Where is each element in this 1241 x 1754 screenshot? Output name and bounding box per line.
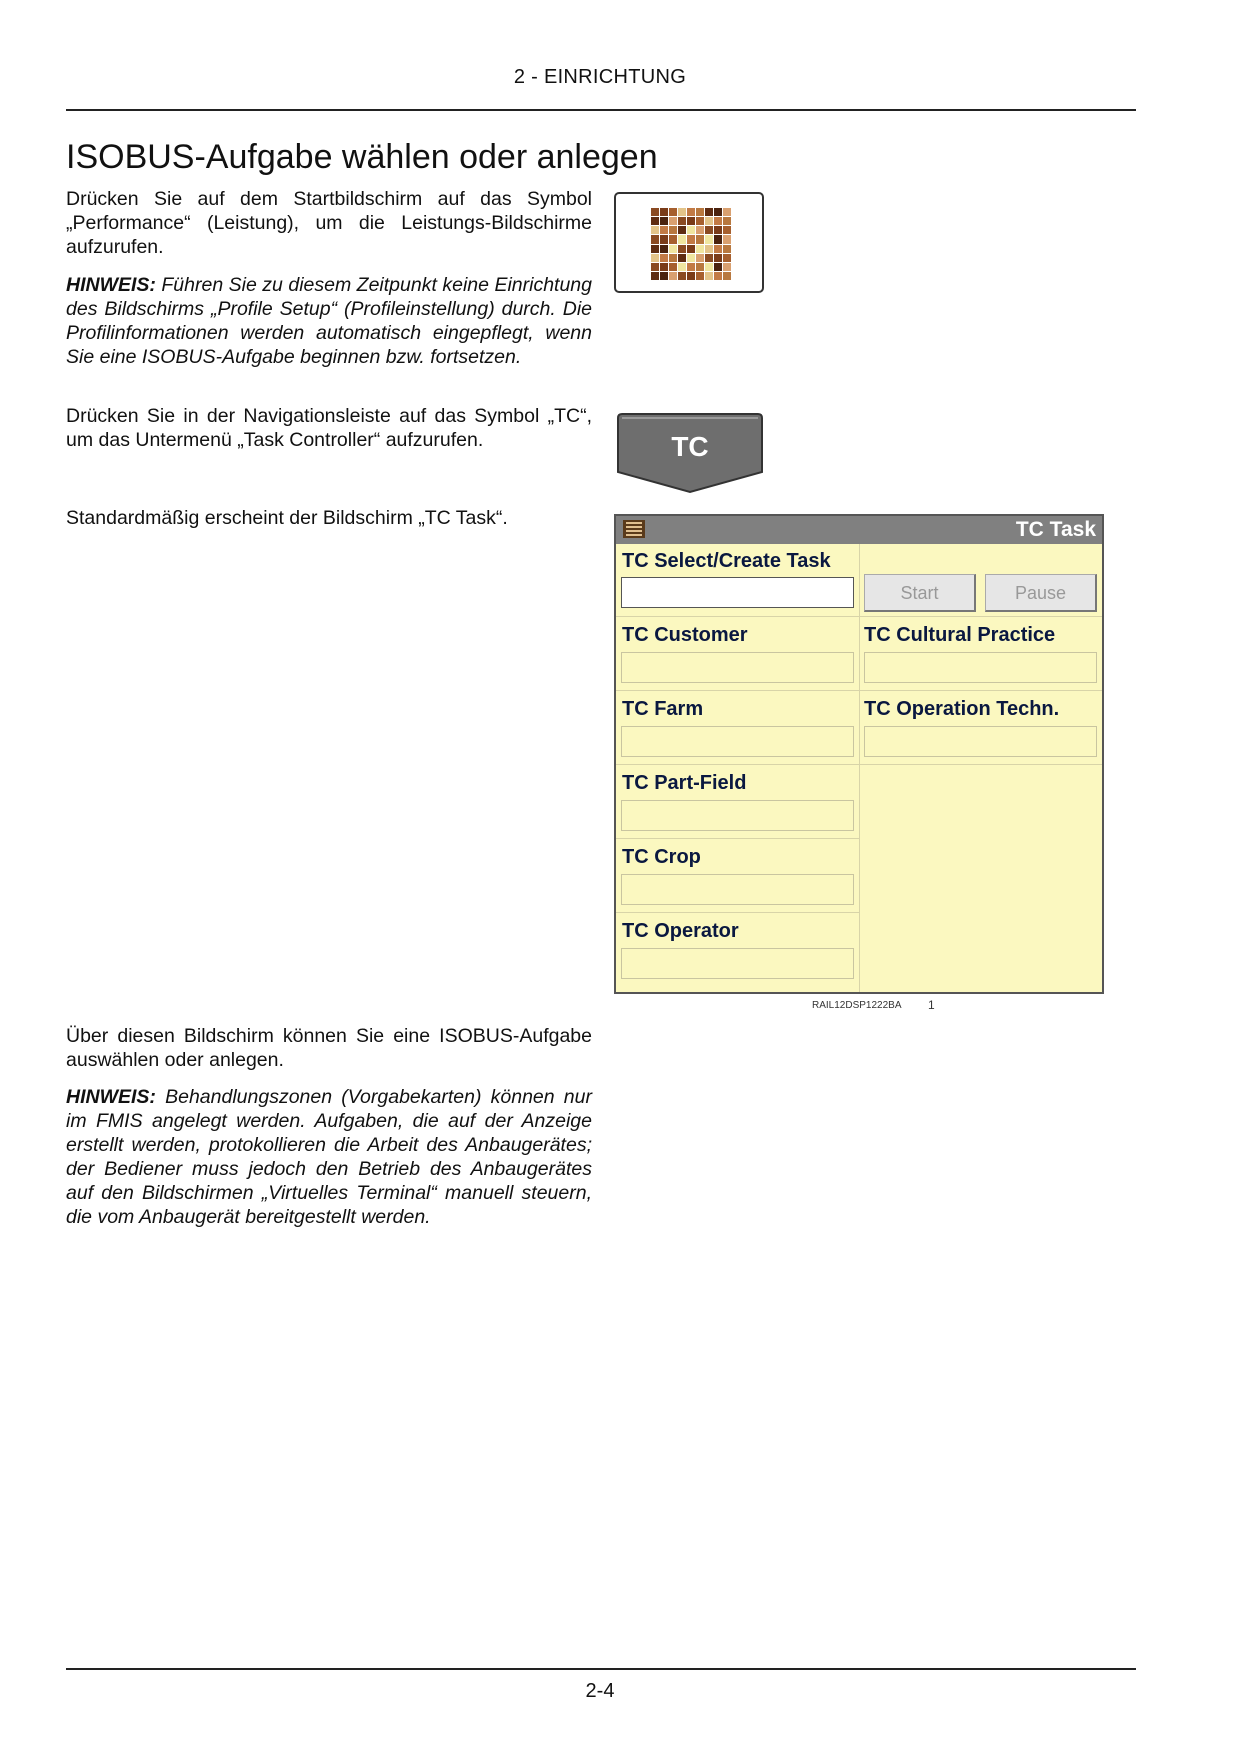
performance-icon-cell <box>660 208 668 216</box>
row-divider <box>616 764 1102 765</box>
performance-icon <box>651 208 731 280</box>
performance-icon-cell <box>651 263 659 271</box>
performance-icon-cell <box>687 263 695 271</box>
performance-icon-cell <box>705 245 713 253</box>
performance-icon-cell <box>696 254 704 262</box>
performance-icon-cell <box>723 254 731 262</box>
performance-icon-cell <box>696 272 704 280</box>
customer-label: TC Customer <box>622 624 748 646</box>
tc-nav-button[interactable] <box>614 412 766 494</box>
performance-icon-cell <box>714 254 722 262</box>
performance-icon-cell <box>651 235 659 243</box>
tc-task-panel <box>614 514 1104 994</box>
performance-icon-cell <box>651 272 659 280</box>
note-text: Führen Sie zu diesem Zeitpunkt keine Einrichtung des Bildschirms „Profile Setup“ (Profileinstellung) durch. Die Profilinformationen werden automatisch eingepflegt, wenn Sie eine ISOBUS-Aufgabe beginnen bzw. fortsetzen. <box>66 274 592 368</box>
performance-icon-cell <box>687 208 695 216</box>
performance-icon-cell <box>669 263 677 271</box>
page-number: 2-4 <box>585 1680 615 1702</box>
performance-icon-cell <box>723 245 731 253</box>
performance-icon-cell <box>687 226 695 234</box>
performance-icon-cell <box>678 263 686 271</box>
performance-icon-cell <box>714 272 722 280</box>
cultural-practice-label: TC Cultural Practice <box>864 624 1056 646</box>
performance-icon-cell <box>687 235 695 243</box>
performance-icon-cell <box>723 235 731 243</box>
performance-icon-cell <box>714 245 722 253</box>
performance-icon-cell <box>687 217 695 225</box>
farm-label: TC Farm <box>622 698 704 720</box>
performance-icon-cell <box>669 208 677 216</box>
performance-icon-cell <box>705 217 713 225</box>
row-divider <box>616 616 1102 617</box>
performance-icon-cell <box>660 263 668 271</box>
performance-icon-cell <box>660 226 668 234</box>
cultural-practice-field[interactable] <box>864 652 1097 683</box>
figure-code: RAIL12DSP1222BA <box>812 1000 902 1011</box>
performance-icon-cell <box>660 272 668 280</box>
select-task-label: TC Select/Create Task <box>622 550 831 572</box>
panel-title: TC Task <box>1015 518 1096 541</box>
performance-icon-cell <box>660 245 668 253</box>
performance-icon-cell <box>669 235 677 243</box>
performance-icon-cell <box>696 245 704 253</box>
tc-button-label: TC <box>671 431 709 462</box>
part-field-field[interactable] <box>621 800 854 831</box>
operation-techn-label: TC Operation Techn. <box>864 698 1060 720</box>
panel-title-bar <box>616 516 1102 544</box>
performance-icon-cell <box>714 263 722 271</box>
operator-label: TC Operator <box>622 920 739 942</box>
start-button[interactable]: Start <box>864 574 976 612</box>
performance-icon-cell <box>669 226 677 234</box>
performance-icon-cell <box>669 217 677 225</box>
performance-icon-cell <box>714 226 722 234</box>
note-label: HINWEIS: <box>66 1086 156 1108</box>
part-field-label: TC Part-Field <box>622 772 747 794</box>
page-title: ISOBUS-Aufgabe wählen oder anlegen <box>66 138 658 176</box>
section-header: 2 - EINRICHTUNG <box>513 66 687 88</box>
operator-field[interactable] <box>621 948 854 979</box>
performance-icon-cell <box>696 226 704 234</box>
performance-icon-cell <box>669 254 677 262</box>
performance-icon-cell <box>705 235 713 243</box>
note-treatment-zones <box>66 1085 592 1229</box>
performance-icon-cell <box>714 235 722 243</box>
performance-icon-cell <box>723 263 731 271</box>
crop-label: TC Crop <box>622 846 701 868</box>
performance-icon-cell <box>660 217 668 225</box>
performance-icon-cell <box>705 208 713 216</box>
note-profile-setup <box>66 273 592 369</box>
performance-icon-cell <box>687 272 695 280</box>
performance-icon-cell <box>660 254 668 262</box>
performance-icon-cell <box>678 217 686 225</box>
paragraph-select-create: Über diesen Bildschirm können Sie eine ISOBUS-Aufgabe auswählen oder anlegen. <box>66 1025 592 1071</box>
performance-icon-cell <box>651 226 659 234</box>
row-divider <box>616 912 859 913</box>
row-divider <box>616 690 1102 691</box>
performance-icon-cell <box>723 226 731 234</box>
note-text: Behandlungszonen (Vorgabekarten) können nur im FMIS angelegt werden. Aufgaben, die auf der Anzeige erstellt werden, protokollieren die Arbeit des Anbaugerätes; der Bediener muss jedoch den Betrieb des Anbaugerätes auf den Bildschirmen „Virtuelles Terminal“ manuell steuern, die vom Anbaugerät bereitgestellt werden. <box>66 1086 592 1228</box>
performance-icon-cell <box>714 208 722 216</box>
performance-icon-cell <box>651 208 659 216</box>
performance-icon-cell <box>723 272 731 280</box>
pause-button[interactable]: Pause <box>985 574 1097 612</box>
performance-icon-cell <box>705 226 713 234</box>
customer-field[interactable] <box>621 652 854 683</box>
farm-field[interactable] <box>621 726 854 757</box>
paragraph-tc-task-default: Standardmäßig erscheint der Bildschirm „TC Task“. <box>66 507 508 529</box>
performance-icon-cell <box>723 217 731 225</box>
performance-icon-cell <box>669 245 677 253</box>
crop-field[interactable] <box>621 874 854 905</box>
performance-icon-cell <box>678 245 686 253</box>
performance-icon-cell <box>687 254 695 262</box>
performance-icon-cell <box>651 254 659 262</box>
performance-icon-cell <box>714 217 722 225</box>
performance-icon-cell <box>669 272 677 280</box>
performance-icon-cell <box>651 217 659 225</box>
performance-icon-cell <box>705 254 713 262</box>
performance-icon-cell <box>696 235 704 243</box>
column-divider <box>859 544 860 992</box>
task-menu-icon[interactable] <box>622 519 646 539</box>
operation-techn-field[interactable] <box>864 726 1097 757</box>
paragraph-tc-symbol: Drücken Sie in der Navigationsleiste auf das Symbol „TC“, um das Untermenü „Task Controller“ aufzurufen. <box>66 405 592 451</box>
performance-icon-cell <box>651 245 659 253</box>
select-task-field[interactable] <box>621 577 854 608</box>
performance-icon-cell <box>705 272 713 280</box>
performance-icon-cell <box>660 235 668 243</box>
performance-icon-cell <box>678 272 686 280</box>
performance-icon-cell <box>678 254 686 262</box>
row-divider <box>616 838 859 839</box>
performance-icon-cell <box>696 208 704 216</box>
performance-icon-cell <box>687 245 695 253</box>
paragraph-performance: Drücken Sie auf dem Startbildschirm auf das Symbol „Performance“ (Leistung), um die Leistungs-Bildschirme aufzurufen. <box>66 188 592 258</box>
performance-icon-cell <box>678 208 686 216</box>
footer-rule <box>66 1668 1136 1670</box>
figure-number: 1 <box>928 998 935 1012</box>
performance-icon-cell <box>696 217 704 225</box>
note-label: HINWEIS: <box>66 274 156 296</box>
performance-icon-cell <box>696 263 704 271</box>
performance-icon-cell <box>678 226 686 234</box>
performance-icon-cell <box>723 208 731 216</box>
performance-icon-cell <box>705 263 713 271</box>
performance-icon-box[interactable] <box>614 192 764 293</box>
performance-icon-cell <box>678 235 686 243</box>
header-rule <box>66 109 1136 111</box>
